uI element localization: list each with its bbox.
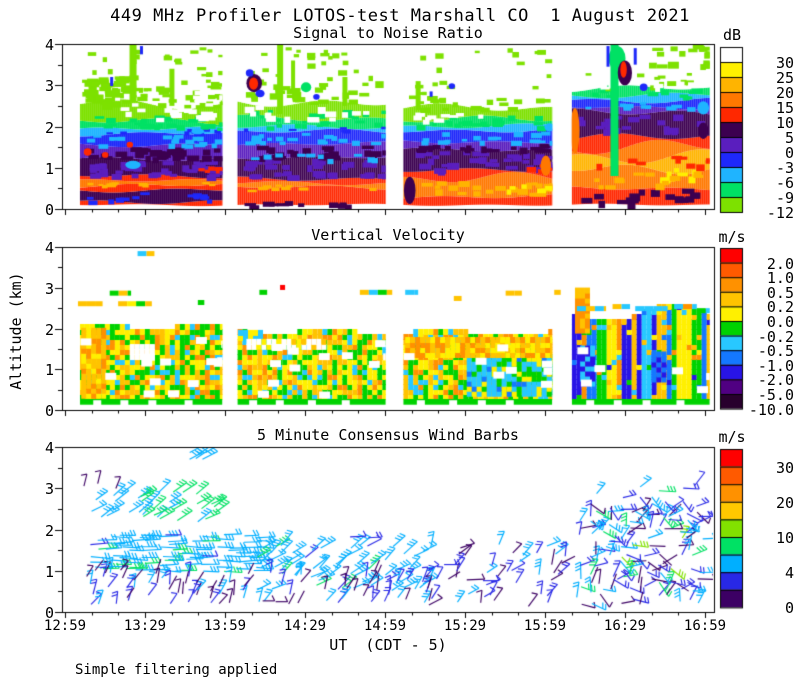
y-tick-label: 1 [44,361,54,380]
y-tick-label: 0 [44,604,54,622]
colorbar-label: 0 [784,144,794,162]
panel-title-snr: Signal to Noise Ratio [293,24,483,42]
colorbar-label: 10 [775,114,794,132]
footer-note: Simple filtering applied [75,662,278,678]
colorbar-label: 5 [784,129,794,147]
y-tick-label: 3 [44,77,54,96]
colorbar-label: -0.2 [757,327,794,346]
y-tick-label: 2 [44,320,54,339]
colorbar-label: 10 [775,529,794,547]
panel-title-windbarbs: 5 Minute Consensus Wind Barbs [257,426,519,444]
y-tick-label: 4 [44,36,54,54]
colorbar-label: 20 [775,493,794,512]
colorbar-label: -6 [775,174,794,192]
units-db: dB [722,26,742,44]
y-tick-label: 2 [44,521,54,540]
colorbar-label: -2.0 [757,371,794,390]
colorbar-label: 30 [775,458,794,477]
colorbar-label: 1.0 [766,269,794,288]
colorbar-label: -0.5 [757,342,794,361]
y-tick-label: 2 [44,118,54,137]
y-tick-label: 3 [44,480,54,499]
x-tick-label: 14:29 [283,618,327,634]
y-tick-label: 1 [44,562,54,581]
x-tick-label: 15:59 [523,618,567,634]
colorbar-label: -3 [775,159,794,177]
x-tick-label: 15:29 [443,618,487,634]
colorbar-label: 30 [775,54,794,72]
colorbar-label: 25 [775,69,794,87]
colorbar-label: -1.0 [757,356,794,375]
colorbar-label: 2.0 [766,254,794,273]
x-tick-label: 13:59 [203,618,247,634]
page-title: 449 MHz Profiler LOTOS-test Marshall CO 1 August 2021 [110,6,690,26]
panel-title-velocity: Vertical Velocity [311,226,465,244]
y-tick-label: 3 [44,279,54,298]
x-tick-label: 13:29 [123,618,167,634]
x-tick-label: 16:59 [683,618,727,634]
colorbar-label: 0.0 [766,313,794,331]
y-axis-label: Altitude (km) [7,272,25,390]
x-tick-label: 12:59 [43,618,87,634]
x-axis-label: UT (CDT - 5) [329,636,447,654]
y-tick-label: 0 [44,402,54,420]
colorbar-label: 0.5 [766,283,794,302]
y-tick-label: 0 [44,201,54,219]
units-ms-1: m/s [718,228,746,246]
colorbar-label: 20 [775,84,794,102]
colorbar-label: -5.0 [757,386,794,404]
y-tick-label: 4 [44,439,54,457]
colorbar-label: -9 [775,189,794,207]
x-tick-label: 14:59 [363,618,407,634]
y-tick-label: 4 [44,239,54,257]
colorbar-label: 0 [784,599,794,618]
units-ms-2: m/s [718,428,746,446]
colorbar-label: -10.0 [748,400,794,419]
colorbar-label: 4 [784,564,794,583]
colorbar-label: 15 [775,99,794,117]
colorbar-label: 0.2 [766,298,794,317]
colorbar-label: -12 [766,204,794,222]
y-tick-label: 1 [44,159,54,178]
x-tick-label: 16:29 [603,618,647,634]
